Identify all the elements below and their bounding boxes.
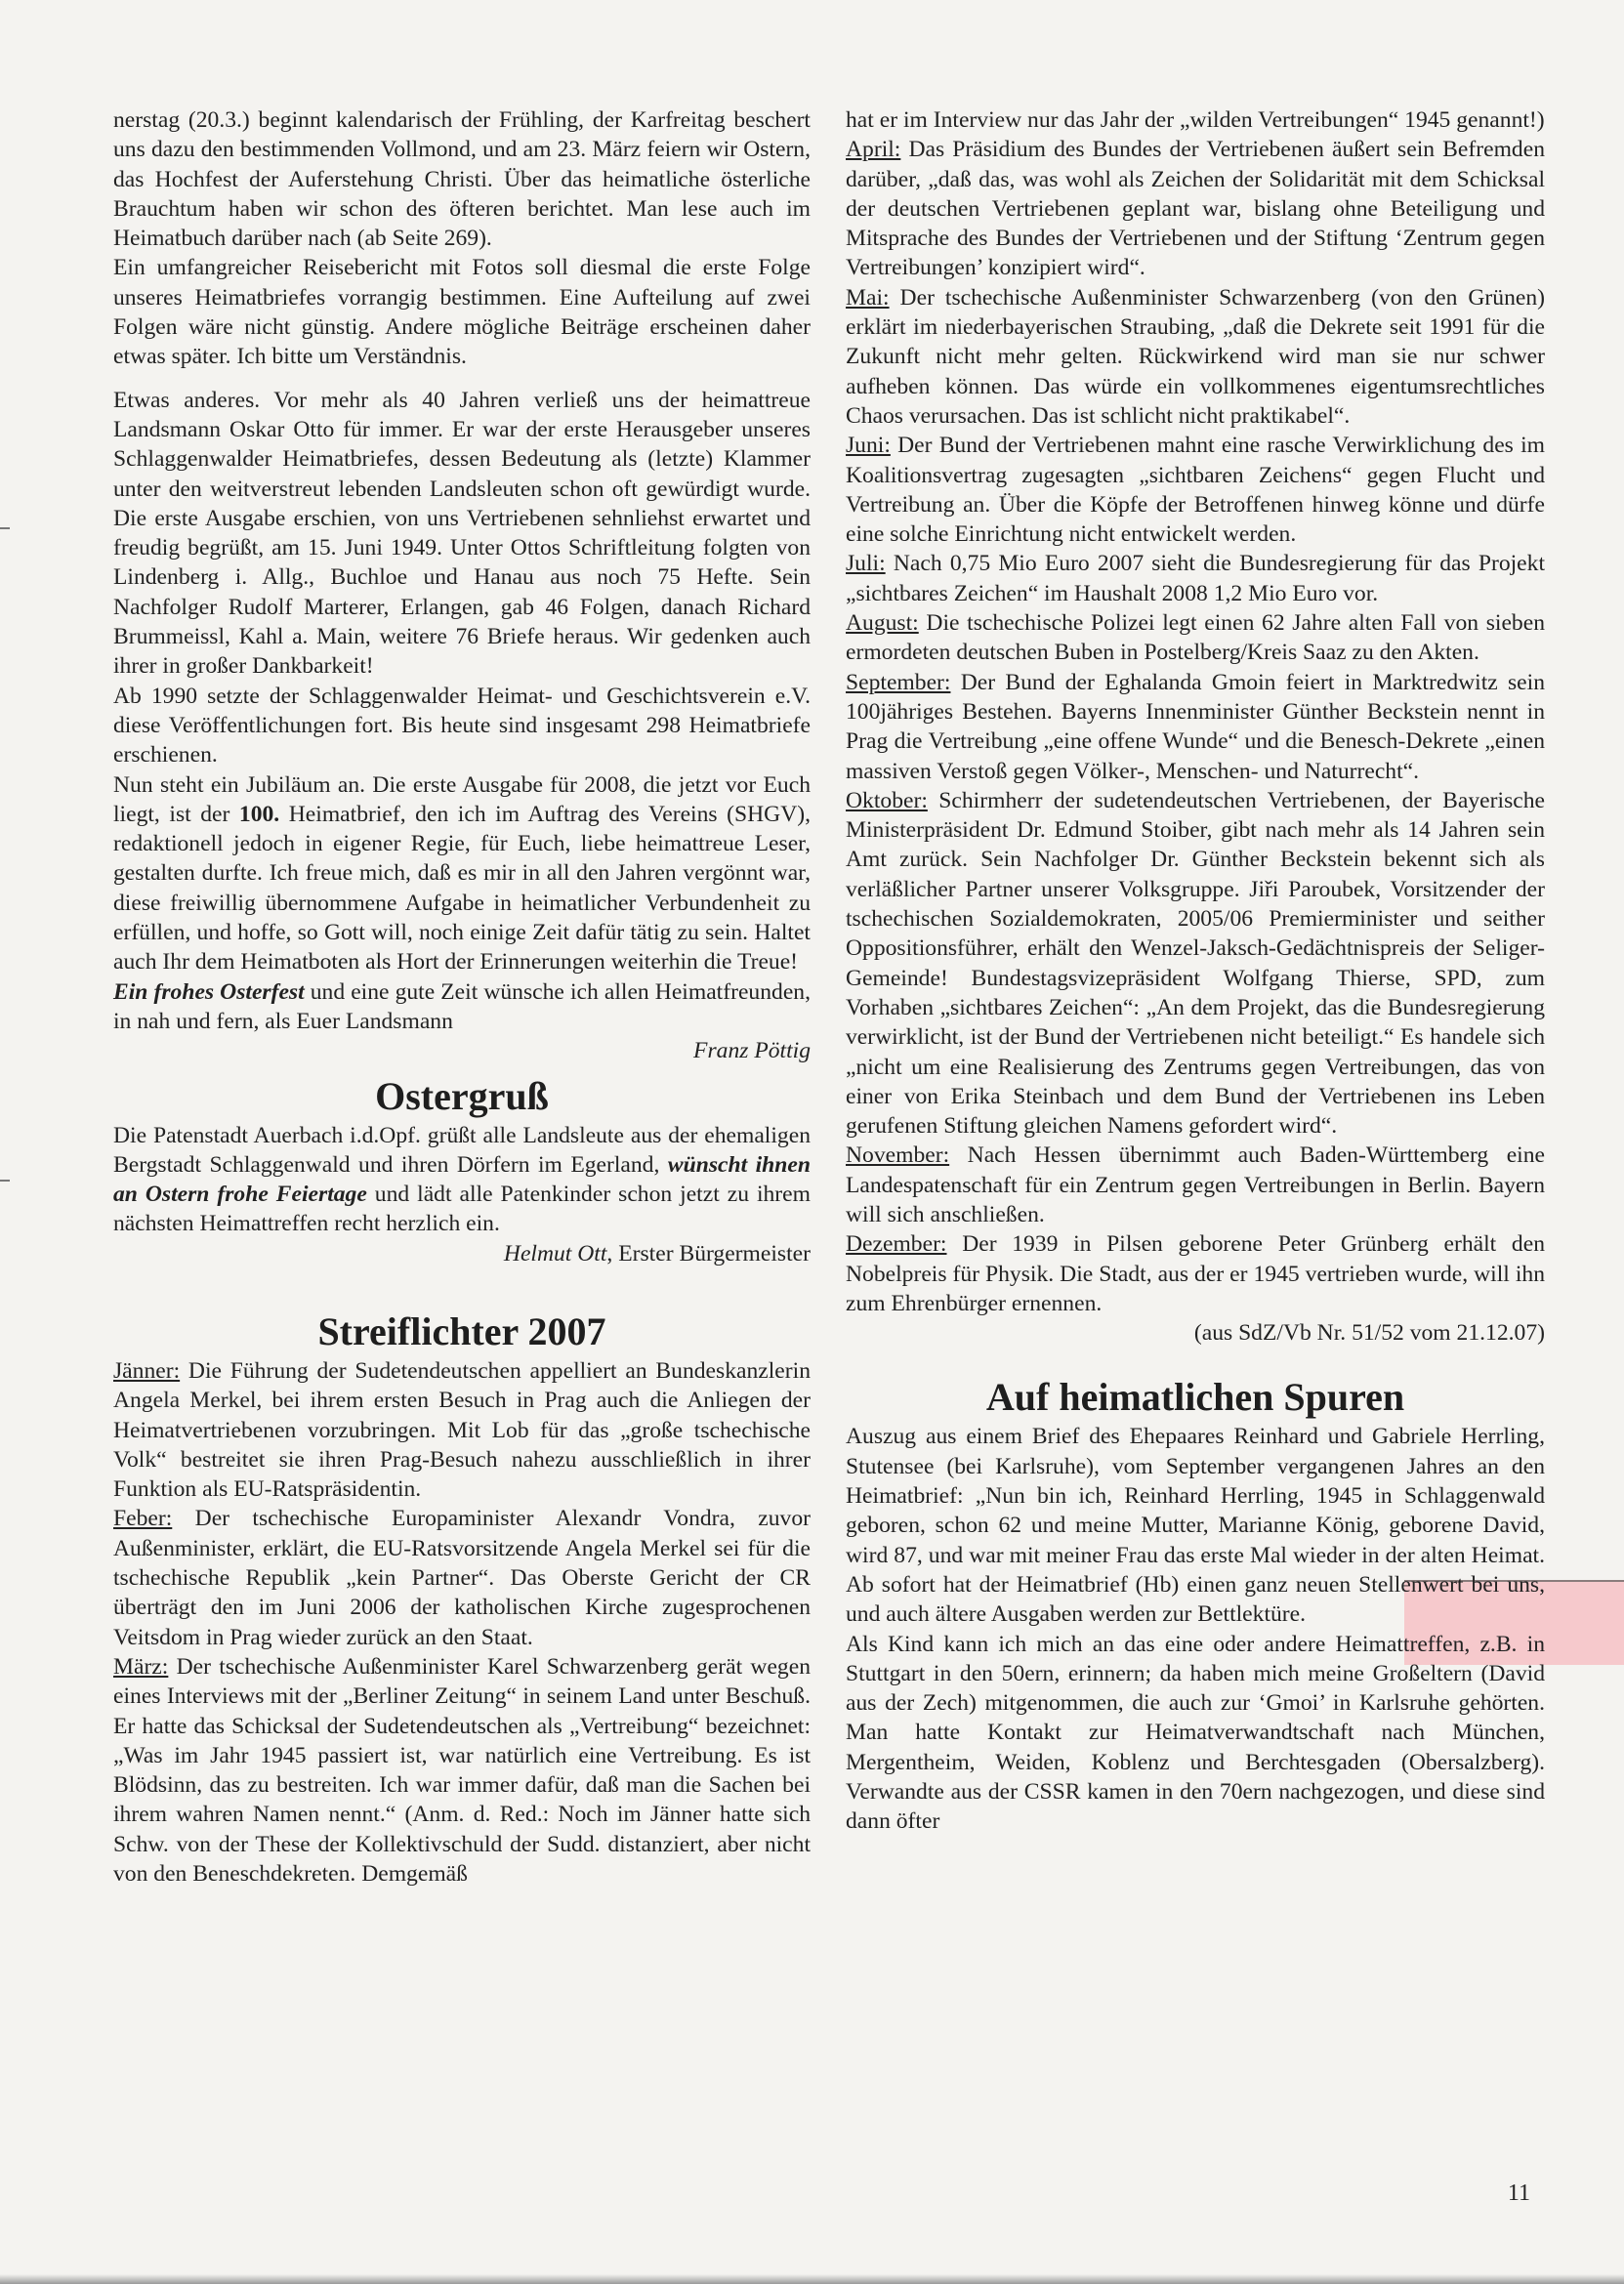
month-label: März: <box>113 1653 169 1680</box>
chronicle-entry <box>846 786 1545 1142</box>
entry-text: Das Präsidium des Bundes der Vertriebenen äußert sein Befremden darüber, „daß das, was wohl als Zeichen der Solidarität mit dem Schicksal der deutschen Vertriebenen geplant war, bislang ohne Beteiligung und Mitsprache des Bundes der Vertriebenen und der Stiftung ‘Zentrum gegen Vertreibungen’ konzipiert wird“. <box>846 137 1545 281</box>
ostergruss-text: Die Patenstadt Auerbach i.d.Opf. grüßt alle Landsleute aus der ehemaligen Bergstadt Schlaggenwald und ihren Dörfern im Egerland, <box>113 1122 811 1178</box>
chronicle-entry <box>846 608 1545 668</box>
month-label: Juni: <box>846 433 891 459</box>
month-label: Juli: <box>846 551 886 577</box>
jubilee-text: Nun steht ein Jubiläum an. Die erste Ausgabe für 2008, die jetzt vor Euch liegt, ist der <box>113 771 811 827</box>
entry-text: Der 1939 in Pilsen geborene Peter Grünberg erhält den Nobelpreis für Physik. Die Stadt, aus der er 1945 vertrieben wurde, will ihn zum Ehrenbürger ernennen. <box>846 1231 1545 1316</box>
mayor-role: , Erster Bürgermeister <box>606 1240 811 1267</box>
easter-greeting <box>113 977 811 1037</box>
body-paragraph: Etwas anderes. Vor mehr als 40 Jahren verließ uns der heimattreue Landsmann Oskar Otto für immer. Er war der erste Herausgeber unseres Schlaggenwalder Heimatbriefes, dessen Bedeutung als (letzte) Klammer unter den weitverstreut lebenden Landsleuten schon oft gewürdigt wurde. Die erste Ausgabe erschien, von uns Vertriebenen sehnliehst erwartet und freudig begrüßt, am 15. Juni 1949. Unter Ottos Schriftleitung folgten von Lindenberg i. Allg., Buchloe und Hanau aus noch 75 Hefte. Sein Nachfolger Rudolf Marterer, Erlangen, gab 46 Folgen, danach Richard Brummeissl, Kahl a. Main, weitere 76 Briefe heraus. Wir gedenken auch ihrer in großer Dankbarkeit! <box>113 387 811 680</box>
chronicle-entry <box>846 135 1545 282</box>
entry-text: Nach Hessen übernimmt auch Baden-Württemberg eine Landespatenschaft für ein Zentrum gegen Vertreibungen in Berlin. Bayern will sich anschließen. <box>846 1142 1545 1227</box>
spuren-heading: Auf heimatlichen Spuren <box>985 1375 1405 1420</box>
intro-paragraph: nerstag (20.3.) beginnt kalendarisch der Frühling, der Karfreitag beschert uns dazu den bestimmenden Vollmond, und am 23. März feiern wir Ostern, das Hochfest der Auferstehung Christi. Über das heimatliche österliche Brauchtum haben wir schon des öfteren berichtet. Man lese auch im Heimatbuch darüber nach (ab Seite 269). <box>113 107 811 252</box>
author-signature: Franz Pöttig <box>693 1038 811 1064</box>
month-label: September: <box>846 669 951 695</box>
entry-text: Der tschechische Außenminister Karel Schwarzenberg gerät wegen eines Interviews mit der „Berliner Zeitung“ in seinem Land unter Beschuß. Er hatte das Schicksal der Sudetendeutschen als „Vertreibung“ bezeichnet: „Was im Jahr 1945 passiert ist, war natürlich eine Vertreibung. Es ist Blödsinn, das zu bestreiten. Ich war immer dafür, daß man die Sachen bei ihrem wahren Namen nennt.“ (Anm. d. Red.: Noch im Jänner hatte sich Schw. von der These der Kollektivschuld der Sudd. distanziert, aber nicht von den Beneschdekreten. Demgemäß <box>113 1653 811 1888</box>
chronicle-entry <box>846 283 1545 431</box>
month-label: Mai: <box>846 284 890 311</box>
letter-paragraph: Auszug aus einem Brief des Ehepaares Reinhard und Gabriele Herrling, Stutensee (bei Karlsruhe), vom September vergangenen Jahres an den Heimatbrief: „Nun bin ich, Reinhard Herrling, 1945 in Schlaggenwald geboren, schon 62 und meine Mutter, Marianne König, geborene David, wird 87, und war mit meiner Frau das erste Mal wieder in der alten Heimat. Ab sofort hat der Heimatbrief (Hb) einen ganz neuen Stellenwert bei uns, und auch ältere Ausgaben werden zur Bettlektüre. <box>846 1424 1545 1628</box>
chronicle-entry <box>113 1504 811 1651</box>
streiflichter-heading: Streiflichter 2007 <box>317 1308 606 1353</box>
chronicle-entry <box>846 1229 1545 1318</box>
right-column <box>846 105 1545 1837</box>
issue-number: 100. <box>238 801 280 827</box>
body-paragraph: Ab 1990 setzte der Schlaggenwalder Heimat- und Geschichtsverein e.V. diese Veröffentlichungen fort. Bis heute sind insgesamt 298 Heimatbriefe erschienen. <box>113 683 811 768</box>
entry-text: Schirmherr der sudetendeutschen Vertriebenen, der Bayerische Ministerpräsident Dr. Edmund Stoiber, gibt nach mehr als 14 Jahren sein Amt zurück. Sein Nachfolger Dr. Günther Beckstein bekennt sich als verläßlicher Partner unserer Volksgruppe. Jiři Paroubek, Vorsitzender der tschechischen Sozialdemokraten, 2005/06 Premierminister und seither Oppositionsführer, erhält den Wenzel-Jaksch-Gedächtnispreis der Seliger-Gemeinde! Bundestagsvizepräsident Wolfgang Thierse, SPD, zum Vorhaben „sichtbares Zeichen“: „An dem Projekt, das die Bundesregierung verwirklicht, ist der Bund der Vertriebenen nicht beteiligt.“ Es handele sich „nicht um eine Realisierung des Zentrums gegen Vertreibungen, das von einer von Erika Steinbach und dem Bund der Vertriebenen ins Leben gerufenen Stiftung gleichen Namens gefordert wird“. <box>846 787 1545 1140</box>
binder-mark <box>0 527 10 529</box>
month-label: Dezember: <box>846 1231 947 1258</box>
chronicle-entry <box>113 1652 811 1889</box>
jubilee-text: Heimatbrief, den ich im Auftrag des Vereins (SHGV), redaktionell jedoch in eigener Regie, für Euch, liebe heimattreue Leser, gestalten durfte. Ich freue mich, daß es mir in all den Jahren vergönnt war, diese freiwillig übernommene Aufgabe in heimatlicher Verbundenheit zu erfüllen, und hoffe, so Gott will, noch einige Zeit dafür tätig zu sein. Haltet auch Ihr dem Heimatboten als Hort der Erinnerungen weiterhin die Treue! <box>113 801 811 976</box>
source-credit: (aus SdZ/Vb Nr. 51/52 vom 21.12.07) <box>1193 1320 1545 1347</box>
binder-mark <box>0 1180 10 1182</box>
month-label: November: <box>846 1142 950 1169</box>
ostergruss-paragraph <box>113 1121 811 1239</box>
entry-text: Die tschechische Polizei legt einen 62 Jahre alten Fall von sieben ermordeten deutschen Buben in Postelberg/Kreis Saaz zu den Akten. <box>846 610 1545 666</box>
ostergruss-emphasis: wünscht ihnen an Ostern frohe Feiertage <box>113 1151 812 1208</box>
chronicle-entry <box>113 1356 811 1504</box>
mayor-signature <box>113 1239 811 1268</box>
intro-paragraph: Ein umfangreicher Reisebericht mit Fotos soll diesmal die erste Folge unseres Heimatbriefes vorrangig bestimmen. Eine Aufteilung auf zwei Folgen wäre nicht günstig. Andere mögliche Beiträge erscheinen daher etwas später. Ich bitte um Verständnis. <box>113 255 811 370</box>
jubilee-paragraph <box>113 770 811 977</box>
chronicle-entry <box>846 668 1545 786</box>
greeting-emphasis: Ein frohes Osterfest <box>113 978 305 1005</box>
chronicle-entry <box>846 549 1545 608</box>
month-label: Feber: <box>113 1506 173 1532</box>
entry-text: Die Führung der Sudetendeutschen appelliert an Bundeskanzlerin Angela Merkel, bei ihrem ersten Besuch in Prag auch die Anliegen der Heimatvertriebenen vorzubringen. Mit Lob für das „große tschechische Volk“ bestreitet sie ihren Prag-Besuch nahezu ausschließlich in ihrer Funktion als EU-Ratspräsidentin. <box>113 1357 811 1503</box>
month-label: Oktober: <box>846 787 928 813</box>
month-label: Jänner: <box>113 1357 181 1384</box>
entry-text: Der Bund der Vertriebenen mahnt eine rasche Verwirklichung des im Koalitionsvertrag zugesagten „sichtbaren Zeichens“ gegen Flucht und Vertreibung an. Über die Köpfe der Betroffenen hinweg könne und dürfe eine solche Einrichtung nicht entwickelt werden. <box>846 433 1545 548</box>
entry-text: Der Bund der Eghalanda Gmoin feiert in Marktredwitz sein 100jähriges Bestehen. Bayerns Innenminister Günther Beckstein nennt in Prag die Vertreibung „eine offene Wunde“ und die Benesch-Dekrete „einen massiven Verstoß gegen Völker-, Menschen- und Naturrecht“. <box>846 669 1545 784</box>
month-label: April: <box>846 137 901 163</box>
mayor-name: Helmut Ott <box>503 1240 607 1267</box>
letter-paragraph: Als Kind kann ich mich an das eine oder andere Heimattreffen, z.B. in Stuttgart in den 50ern, erinnern; da haben mich meine Großeltern (David aus der Zech) mitgenommen, die auch zur ‘Gmoi’ in Karlsruhe gehörten. Man hatte Kontakt zur Heimatverwandtschaft nach München, Mergentheim, Weiden, Koblenz und Berchtesgaden (Obersalzberg). Verwandte aus der CSSR kamen in den 70ern nachgezogen, und diese sind dann öfter <box>846 1631 1545 1835</box>
greeting-text: und eine gute Zeit wünsche ich allen Heimatfreunden, in nah und fern, als Euer Landsmann <box>113 978 811 1034</box>
entry-text: Der tschechische Außenminister Schwarzenberg (von den Grünen) erklärt im niederbayerischen Straubing, „daß die Dekrete seit 1991 für die Zukunft nicht mehr gelten. Rückwirkend wird man sie nur schwer aufheben können. Das würde ein vollkommenes eigentumsrechtliches Chaos verursachen. Das ist schlicht nicht praktikabel“. <box>846 284 1545 429</box>
scan-shadow <box>0 2274 1624 2284</box>
ostergruss-heading: Ostergruß <box>375 1073 549 1118</box>
entry-text: Nach 0,75 Mio Euro 2007 sieht die Bundesregierung für das Projekt „sichtbares Zeichen“ im Haushalt 2008 1,2 Mio Euro vor. <box>846 551 1545 606</box>
chronicle-entry <box>846 1141 1545 1229</box>
ostergruss-text: und lädt alle Patenkinder schon jetzt zu ihrem nächsten Heimattreffen recht herzlich ein. <box>113 1182 811 1237</box>
chronicle-entry <box>846 431 1545 549</box>
continuation-text: hat er im Interview nur das Jahr der „wilden Vertreibungen“ 1945 genannt!) <box>846 107 1545 133</box>
page-number: 11 <box>1507 2180 1530 2206</box>
left-column <box>113 105 811 1889</box>
entry-text: Der tschechische Europaminister Alexandr Vondra, zuvor Außenminister, erklärt, die EU-Ratsvorsitzende Angela Merkel sei für die tschechische Republik „kein Partner“. Das Oberste Gericht der CR überträgt den im Juni 2006 der katholischen Kirche zugesprochenen Veitsdom in Prag wieder zurück an den Staat. <box>113 1506 811 1650</box>
month-label: August: <box>846 610 919 637</box>
